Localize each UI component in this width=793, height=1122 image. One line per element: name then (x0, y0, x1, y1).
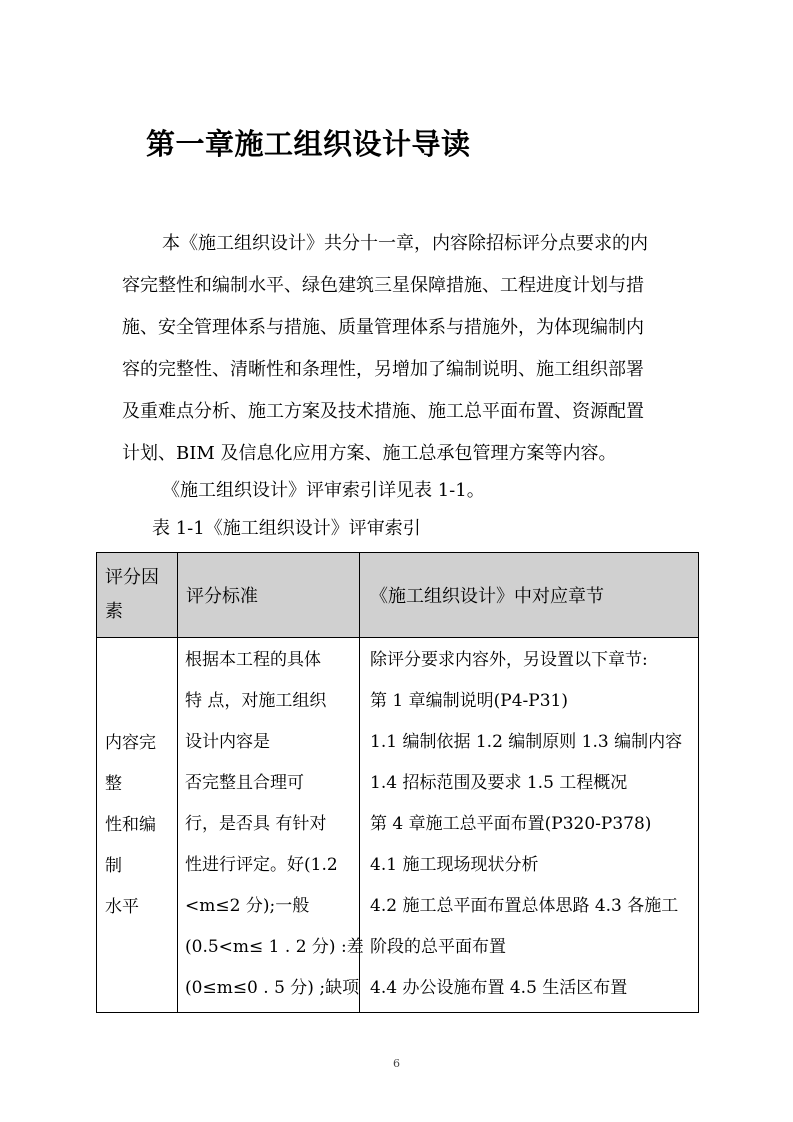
standard-line: (0.5<m≤ 1 . 2 分) :差 (185, 937, 364, 957)
chapter-title: 第一章施工组织设计导读 (146, 127, 471, 162)
header-standard: 评分标准 (178, 553, 360, 638)
chapter-cell (360, 638, 699, 1013)
standard-line: (0≤m≤0 . 5 分) ;缺项 (185, 978, 360, 998)
chapter-line: 1.4 招标范围及要求 1.5 工程概况 (370, 773, 628, 793)
factor-line: 性和编 (105, 814, 156, 835)
standard-line: 否完整且合理可 (185, 773, 304, 793)
table-header-row (97, 553, 699, 638)
factor-line: 整 (105, 773, 122, 794)
standard-line: 设计内容是 (185, 732, 270, 752)
chapter-line: 4.2 施工总平面布置总体思路 4.3 各施工 (370, 896, 679, 916)
factor-line: 内容完 (105, 732, 156, 753)
intro-line: 计划、BIM 及信息化应用方案、施工总承包管理方案等内容。 (122, 443, 617, 464)
chapter-line: 第 1 章编制说明(P4-P31) (370, 691, 568, 711)
table-caption: 表 1-1《施工组织设计》评审索引 (152, 518, 421, 539)
chapter-line: 1.1 编制依据 1.2 编制原则 1.3 编制内容 (370, 732, 683, 752)
chapter-line: 4.1 施工现场现状分析 (370, 855, 539, 875)
standard-line: 特 点，对施工组织 (185, 691, 327, 711)
header-factor (97, 553, 178, 638)
chapter-line: 除评分要求内容外，另设置以下章节: (370, 650, 648, 670)
standard-line: 根据本工程的具体 (185, 650, 321, 670)
header-factor-line: 素 (105, 601, 123, 622)
factor-line: 水平 (105, 896, 139, 917)
factor-cell (97, 638, 178, 1013)
standard-cell (178, 638, 364, 1013)
standard-line: <m≤2 分);一般 (185, 896, 310, 916)
chapter-line: 阶段的总平面布置 (370, 937, 506, 957)
intro-line: 本《施工组织设计》共分十一章，内容除招标评分点要求的内 (162, 233, 648, 254)
factor-line: 制 (105, 855, 122, 876)
intro-line: 施、安全管理体系与措施、质量管理体系与措施外，为体现编制内 (122, 317, 644, 338)
intro-line: 容的完整性、清晰性和条理性，另增加了编制说明、施工组织部署 (122, 359, 644, 380)
review-index-table (96, 552, 699, 1013)
chapter-line: 4.4 办公设施布置 4.5 生活区布置 (370, 978, 628, 998)
page-number: 6 (393, 1057, 400, 1070)
intro-paragraph (122, 223, 670, 475)
chapter-line: 第 4 章施工总平面布置(P320-P378) (370, 814, 652, 834)
intro-line: 及重难点分析、施工方案及技术措施、施工总平面布置、资源配置 (122, 401, 644, 422)
standard-line: 性进行评定。好(1.2 (185, 855, 338, 875)
header-chapter: 《施工组织设计》中对应章节 (360, 553, 699, 638)
reference-line: 《施工组织设计》评审索引详见表 1-1。 (162, 480, 485, 501)
intro-line: 容完整性和编制水平、绿色建筑三星保障措施、工程进度计划与措 (122, 275, 644, 296)
table-row (97, 638, 699, 1013)
standard-line: 行，是否具 有针对 (185, 814, 327, 834)
header-factor-line: 评分因 (105, 567, 159, 588)
